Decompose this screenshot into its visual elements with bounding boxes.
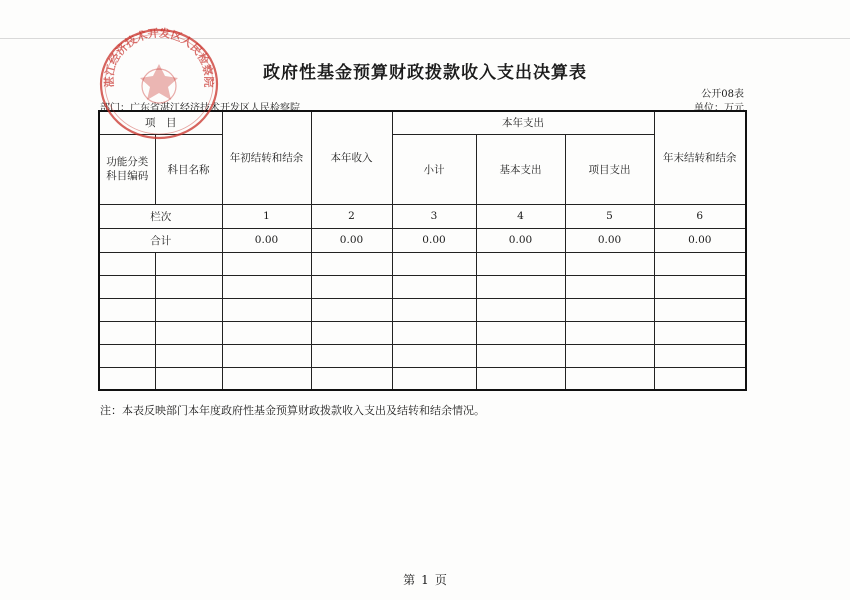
empty-cell — [99, 275, 155, 298]
empty-cell — [222, 344, 311, 367]
header-project-expense: 项目支出 — [565, 134, 654, 204]
empty-cell — [155, 367, 222, 390]
unit-label: 单位：万元 — [694, 103, 744, 114]
header-begin-balance: 年初结转和结余 — [222, 111, 311, 204]
budget-table — [98, 110, 747, 391]
empty-cell — [155, 252, 222, 275]
table-row — [99, 275, 746, 298]
empty-cell — [392, 298, 476, 321]
empty-cell — [155, 321, 222, 344]
total-value: 0.00 — [222, 228, 311, 252]
empty-cell — [654, 344, 746, 367]
scan-edge-line — [0, 38, 850, 39]
table-row — [99, 252, 746, 275]
header-func-code-label: 功能分类科目编码 — [106, 156, 149, 182]
empty-cell — [311, 321, 392, 344]
empty-cell — [654, 275, 746, 298]
empty-cell — [565, 252, 654, 275]
empty-cell — [155, 275, 222, 298]
total-value: 0.00 — [311, 228, 392, 252]
empty-cell — [155, 344, 222, 367]
empty-cell — [392, 252, 476, 275]
empty-cell — [222, 321, 311, 344]
table-row — [99, 321, 746, 344]
header-item-cell: 项 目 — [99, 111, 222, 134]
row-index-label: 栏次 — [99, 204, 222, 228]
header-basic-expense: 基本支出 — [476, 134, 565, 204]
empty-cell — [222, 252, 311, 275]
header-income: 本年收入 — [311, 111, 392, 204]
empty-cell — [392, 321, 476, 344]
empty-cell — [654, 298, 746, 321]
empty-cell — [222, 367, 311, 390]
empty-rows — [99, 252, 746, 390]
empty-cell — [476, 275, 565, 298]
page-number-value: 1 — [421, 573, 429, 587]
empty-cell — [476, 298, 565, 321]
empty-cell — [99, 367, 155, 390]
total-label: 合计 — [99, 228, 222, 252]
table-row — [99, 298, 746, 321]
page-number — [0, 571, 850, 588]
column-number: 6 — [654, 204, 746, 228]
page-suffix: 页 — [434, 573, 447, 587]
empty-cell — [311, 298, 392, 321]
empty-cell — [654, 321, 746, 344]
header-func-code — [99, 134, 155, 204]
column-number: 4 — [476, 204, 565, 228]
column-number: 3 — [392, 204, 476, 228]
table-note: 注：本表反映部门本年度政府性基金预算财政拨款收入支出及结转和结余情况。 — [100, 404, 485, 417]
empty-cell — [392, 275, 476, 298]
empty-cell — [99, 252, 155, 275]
empty-cell — [311, 275, 392, 298]
empty-cell — [311, 344, 392, 367]
form-number: 公开08表 — [701, 89, 744, 100]
page-prefix: 第 — [403, 573, 416, 587]
department-label: 部门：广东省湛江经济技术开发区人民检察院 — [100, 103, 300, 114]
empty-cell — [311, 367, 392, 390]
total-value: 0.00 — [392, 228, 476, 252]
empty-cell — [565, 298, 654, 321]
empty-cell — [99, 321, 155, 344]
header-end-balance: 年末结转和结余 — [654, 111, 746, 204]
empty-cell — [155, 298, 222, 321]
empty-cell — [476, 252, 565, 275]
empty-cell — [565, 275, 654, 298]
empty-cell — [99, 344, 155, 367]
empty-cell — [392, 367, 476, 390]
column-number: 1 — [222, 204, 311, 228]
empty-cell — [222, 298, 311, 321]
empty-cell — [222, 275, 311, 298]
empty-cell — [565, 321, 654, 344]
empty-cell — [565, 344, 654, 367]
empty-cell — [99, 298, 155, 321]
empty-cell — [311, 252, 392, 275]
empty-cell — [654, 367, 746, 390]
total-value: 0.00 — [654, 228, 746, 252]
empty-cell — [476, 344, 565, 367]
empty-cell — [565, 367, 654, 390]
empty-cell — [654, 252, 746, 275]
total-value: 0.00 — [476, 228, 565, 252]
empty-cell — [476, 367, 565, 390]
header-subtotal: 小计 — [392, 134, 476, 204]
document-title: 政府性基金预算财政拨款收入支出决算表 — [263, 63, 587, 83]
total-value: 0.00 — [565, 228, 654, 252]
table-row — [99, 367, 746, 390]
table-row — [99, 344, 746, 367]
empty-cell — [476, 321, 565, 344]
column-number: 2 — [311, 204, 392, 228]
header-subject-name: 科目名称 — [155, 134, 222, 204]
empty-cell — [392, 344, 476, 367]
seal-text: 湛江经济技术开发区人民检察院 — [102, 26, 216, 88]
column-number: 5 — [565, 204, 654, 228]
header-expense-group: 本年支出 — [392, 111, 654, 134]
